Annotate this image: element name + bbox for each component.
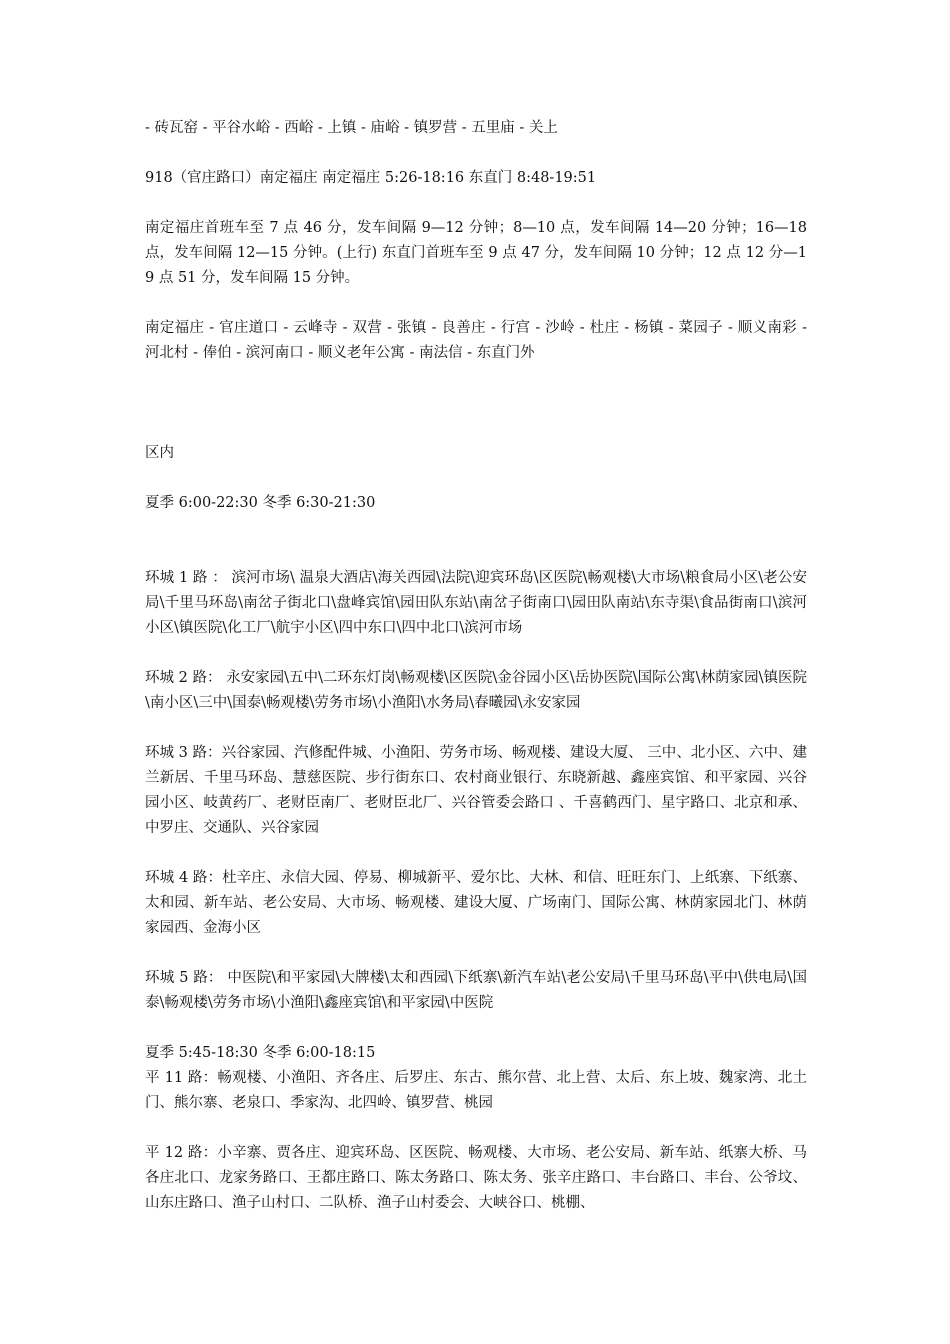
- section-heading-district: 区内: [145, 445, 174, 461]
- loop-route-1: 环城 1 路 ： 滨河市场\ 温泉大酒店\海关西园\法院\迎宾环岛\区医院\畅观楼\大市场\粮食局小区\老公安局\千里马环岛\南岔子街北口\盘峰宾馆\园田队东站\南岔子街南口\园田队南站\东寺渠\食品街南口\滨河小区\镇医院\化工厂\航宇小区\四中东口\四中北口\滨河市场: [145, 570, 807, 636]
- route-918-header: 918（官庄路口）南定福庄 南定福庄 5:26-18:16 东直门 8:48-19:51: [145, 170, 597, 186]
- route-918-stops: 南定福庄 - 官庄道口 - 云峰寺 - 双营 - 张镇 - 良善庄 - 行宫 - 沙岭 - 杜庄 - 杨镇 - 菜园子 - 顺义南彩 - 河北村 - 俸伯 - 滨河南口 - 顺义老年公寓 - 南法信 - 东直门外: [145, 320, 807, 361]
- route-918-schedule: 南定福庄首班车至 7 点 46 分，发车间隔 9—12 分钟；8—10 点，发车间隔 14—20 分钟；16—18 点，发车间隔 12—15 分钟。(上行) 东直门首班车至 9 点 47 分，发车间隔 10 分钟；12 点 12 分—19 点 51 分，发车间隔 15 分钟。: [145, 220, 807, 286]
- ping-route-11: 平 11 路：畅观楼、小渔阳、齐各庄、后罗庄、东古、熊尔营、北上营、太后、东上坡、魏家湾、北土门、熊尔寨、老泉口、季家沟、北四岭、镇罗营、桃园: [145, 1070, 807, 1111]
- loop-route-4: 环城 4 路：杜辛庄、永信大园、停易、柳城新平、爱尔比、大林、和信、旺旺东门、上纸寨、下纸寨、太和园、新车站、老公安局、大市场、畅观楼、建设大厦、广场南门、国际公寓、林荫家园北门、林荫家园西、金海小区: [145, 870, 807, 936]
- ping-service-hours: 夏季 5:45-18:30 冬季 6:00-18:15: [145, 1045, 376, 1061]
- route-stops-line: - 砖瓦窑 - 平谷水峪 - 西峪 - 上镇 - 庙峪 - 镇罗营 - 五里庙 - 关上: [145, 120, 558, 136]
- loop-route-3: 环城 3 路：兴谷家园、汽修配件城、小渔阳、劳务市场、畅观楼、建设大厦、 三中、北小区、六中、建兰新居、千里马环岛、慧慈医院、步行街东口、农村商业银行、东晓新越、鑫座宾馆、和平家园、兴谷园小区、岐黄药厂、老财臣南厂、老财臣北厂、兴谷管委会路口 、千喜鹤西门、星宇路口、北京和承、中罗庄、交通队、兴谷家园: [145, 745, 807, 836]
- loop-route-5: 环城 5 路： 中医院\和平家园\大牌楼\太和西园\下纸寨\新汽车站\老公安局\千里马环岛\平中\供电局\国泰\畅观楼\劳务市场\小渔阳\鑫座宾馆\和平家园\中医院: [145, 970, 807, 1011]
- district-service-hours: 夏季 6:00-22:30 冬季 6:30-21:30: [145, 495, 376, 511]
- document-page: [145, 116, 807, 1241]
- loop-route-2: 环城 2 路： 永安家园\五中\二环东灯岗\畅观楼\区医院\金谷园小区\岳协医院\国际公寓\林荫家园\镇医院\南小区\三中\国泰\畅观楼\劳务市场\小渔阳\水务局\春曦园\永安家园: [145, 670, 807, 711]
- ping-route-12: 平 12 路：小辛寨、贾各庄、迎宾环岛、区医院、畅观楼、大市场、老公安局、新车站、纸寨大桥、马各庄北口、龙家务路口、王都庄路口、陈太务路口、陈太务、张辛庄路口、丰台路口、丰台、公爷坟、山东庄路口、渔子山村口、二队桥、渔子山村委会、大峡谷口、桃棚、: [145, 1145, 807, 1211]
